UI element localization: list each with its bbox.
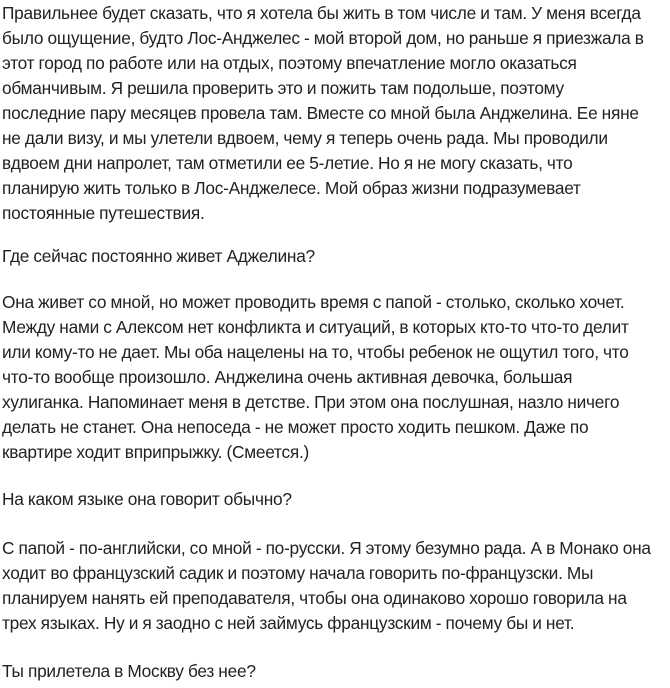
- text-line: Правильнее будет сказать, что я хотела бы жить в том числе и там. У меня всегда: [2, 3, 641, 23]
- text-line: планируем нанять ей преподавателя, чтобы она одинаково хорошо говорила на: [2, 588, 627, 608]
- text-line: что-то вообще произошло. Анджелина очень активная девочка, большая: [2, 367, 573, 387]
- text-line: обманчивым. Я решила проверить это и пожить там подольше, поэтому: [2, 78, 564, 98]
- text-line: этот город по работе или на отдых, поэтому впечатление могло оказаться: [2, 53, 577, 73]
- text-line: последние пару месяцев провела там. Вместе со мной была Анджелина. Ее няне: [2, 103, 639, 123]
- text-line: вдвоем дни напролет, там отметили ее 5-летие. Но я не могу сказать, что: [2, 153, 573, 173]
- text-line: делать не станет. Она непоседа - не может просто ходить пешком. Даже по: [2, 417, 589, 437]
- question-paragraph-where-lives: [2, 244, 315, 269]
- text-line: не дали визу, и мы улетели вдвоем, чему я теперь очень рада. Мы проводили: [2, 128, 608, 148]
- question-paragraph-language: [2, 487, 292, 512]
- text-line: С папой - по-английски, со мной - по-русски. Я этому безумно рада. А в Монако она: [2, 538, 651, 558]
- text-line: Она живет со мной, но может проводить время с папой - столько, сколько хочет.: [2, 292, 625, 312]
- text-line: квартире ходит вприпрыжку. (Смеется.): [2, 442, 310, 462]
- text-line: постоянные путешествия.: [2, 203, 205, 223]
- question-line: Ты прилетела в Москву без нее?: [2, 661, 256, 681]
- text-line: или кому-то не дает. Мы оба нацелены на то, чтобы ребенок не ощутил того, что: [2, 342, 629, 362]
- answer-paragraph-languages: [2, 536, 651, 636]
- answer-paragraph-angelina: [2, 290, 629, 465]
- text-line: хулиганка. Напоминает меня в детстве. При этом она послушная, назло ничего: [2, 392, 620, 412]
- text-line: Между нами с Алексом нет конфликта и ситуаций, в которых кто-то что-то делит: [2, 317, 629, 337]
- question-line: На каком языке она говорит обычно?: [2, 489, 292, 509]
- question-line: Где сейчас постоянно живет Аджелина?: [2, 246, 315, 266]
- text-line: трех языках. Ну и я заодно с ней займусь французским - почему бы и нет.: [2, 613, 575, 633]
- text-line: было ощущение, будто Лос-Анджелес - мой второй дом, но раньше я приезжала в: [2, 28, 644, 48]
- text-line: ходит во французский садик и поэтому начала говорить по-французски. Мы: [2, 563, 594, 583]
- answer-paragraph-los-angeles: [2, 1, 644, 226]
- question-paragraph-moscow: [2, 659, 256, 684]
- text-line: планирую жить только в Лос-Анджелесе. Мой образ жизни подразумевает: [2, 178, 581, 198]
